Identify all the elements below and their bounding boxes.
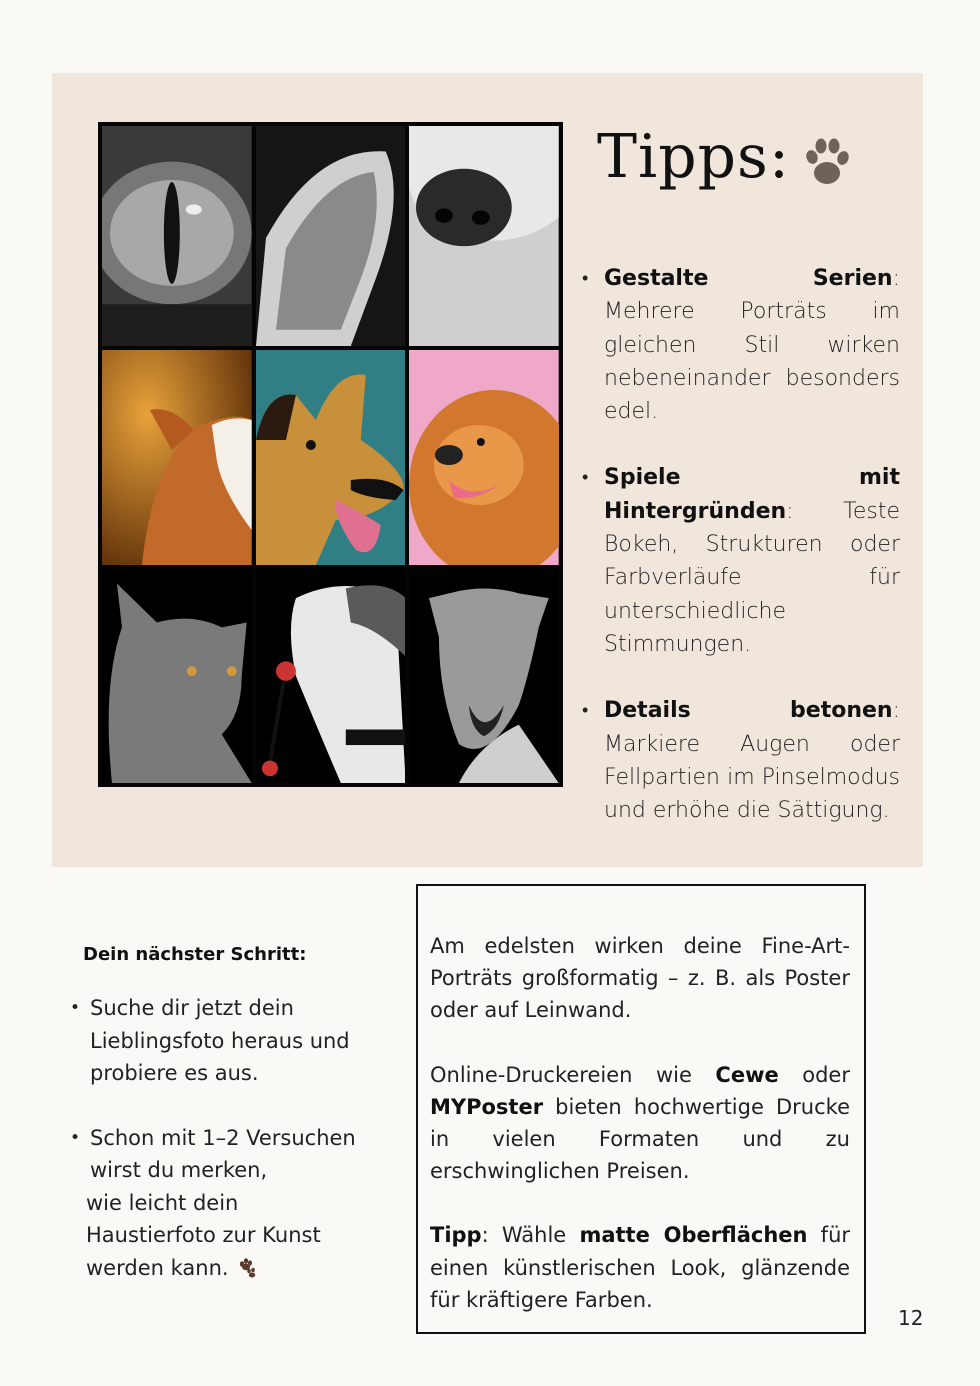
tip-title: Details betonen [604,698,893,724]
paw-print-icon [803,137,851,187]
step-item [68,992,368,1090]
tip-title: Gestalte Serien [604,266,893,291]
photo-dog-nose [409,126,559,346]
photo-cat-eye [102,126,252,346]
brand-myposter: MYPoster [430,1094,544,1119]
tip-text: Teste Bokeh, Strukturen oder Farbverläufe für unterschiedliche Stimmungen. [604,498,900,657]
photo-greyhound [409,569,559,783]
step-continuation: wie leicht dein Haustierfoto zur Kunst werden kann. [86,1190,321,1280]
tip-item: • Details betonen: Markiere Augen oder Fellpartien im Pinselmodus und erhöhe die Sättigung. [580,694,900,827]
brand-cewe: Cewe [715,1062,779,1087]
print-text: bieten hochwertige Drucke in vielen Formaten und zu erschwinglichen Preisen. [430,1094,850,1184]
step-text: Suche dir jetzt dein Lieblingsfoto heraus und probiere es aus. [90,996,350,1085]
photo-chow-dog [409,350,559,565]
print-paragraph [430,1219,850,1316]
photo-aussie-puppy [256,569,406,783]
print-text: Am edelsten wirken deine Fine-Art-Porträts großformatig – z. B. als Poster oder auf Leinwand. [430,934,850,1023]
print-text: : Wähle [481,1223,580,1248]
paw-print-icon [235,1256,257,1278]
photo-shepherd-dog [256,350,406,565]
photo-dog-ear [256,126,406,346]
next-step-list [68,992,368,1316]
matte-surfaces: matte Oberflächen [579,1223,808,1248]
print-tips-box [416,884,866,1334]
tip-text: Mehrere Porträts im gleichen Stil wirken nebeneinander besonders edel. [604,299,900,425]
step-item [68,1122,368,1285]
print-paragraph [430,930,850,1027]
tip-text: Markiere Augen oder Fellpartien im Pinselmodus und erhöhe die Sättigung. [604,731,900,824]
print-text: Online-Druckereien wie [430,1062,716,1087]
print-text: oder [778,1062,850,1087]
print-paragraph [430,1059,850,1188]
photo-grey-cat [102,569,252,783]
tip-item: • Gestalte Serien: Mehrere Porträts im gleichen Stil wirken nebeneinander besonders edel. [580,262,900,428]
page-heading: Tipps: [597,122,791,192]
tips-list [580,262,900,860]
tip-label: Tipp [430,1223,482,1248]
tip-item: • Spiele mit Hintergründen: Teste Bokeh, Strukturen oder Farbverläufe für unterschiedliche Stimmungen. [580,461,900,661]
next-step-heading: Dein nächster Schritt: [83,944,307,965]
photo-orange-dog [102,350,252,565]
page-number: 12 [898,1306,924,1330]
print-text: für einen künstlerischen Look, glänzende für kräftigere Farben. [430,1223,851,1312]
step-text: Schon mit 1–2 Versuchen wirst du merken, [90,1125,356,1182]
tip-title: Spiele mit Hintergründen [604,465,900,524]
pet-photo-collage [98,122,563,787]
